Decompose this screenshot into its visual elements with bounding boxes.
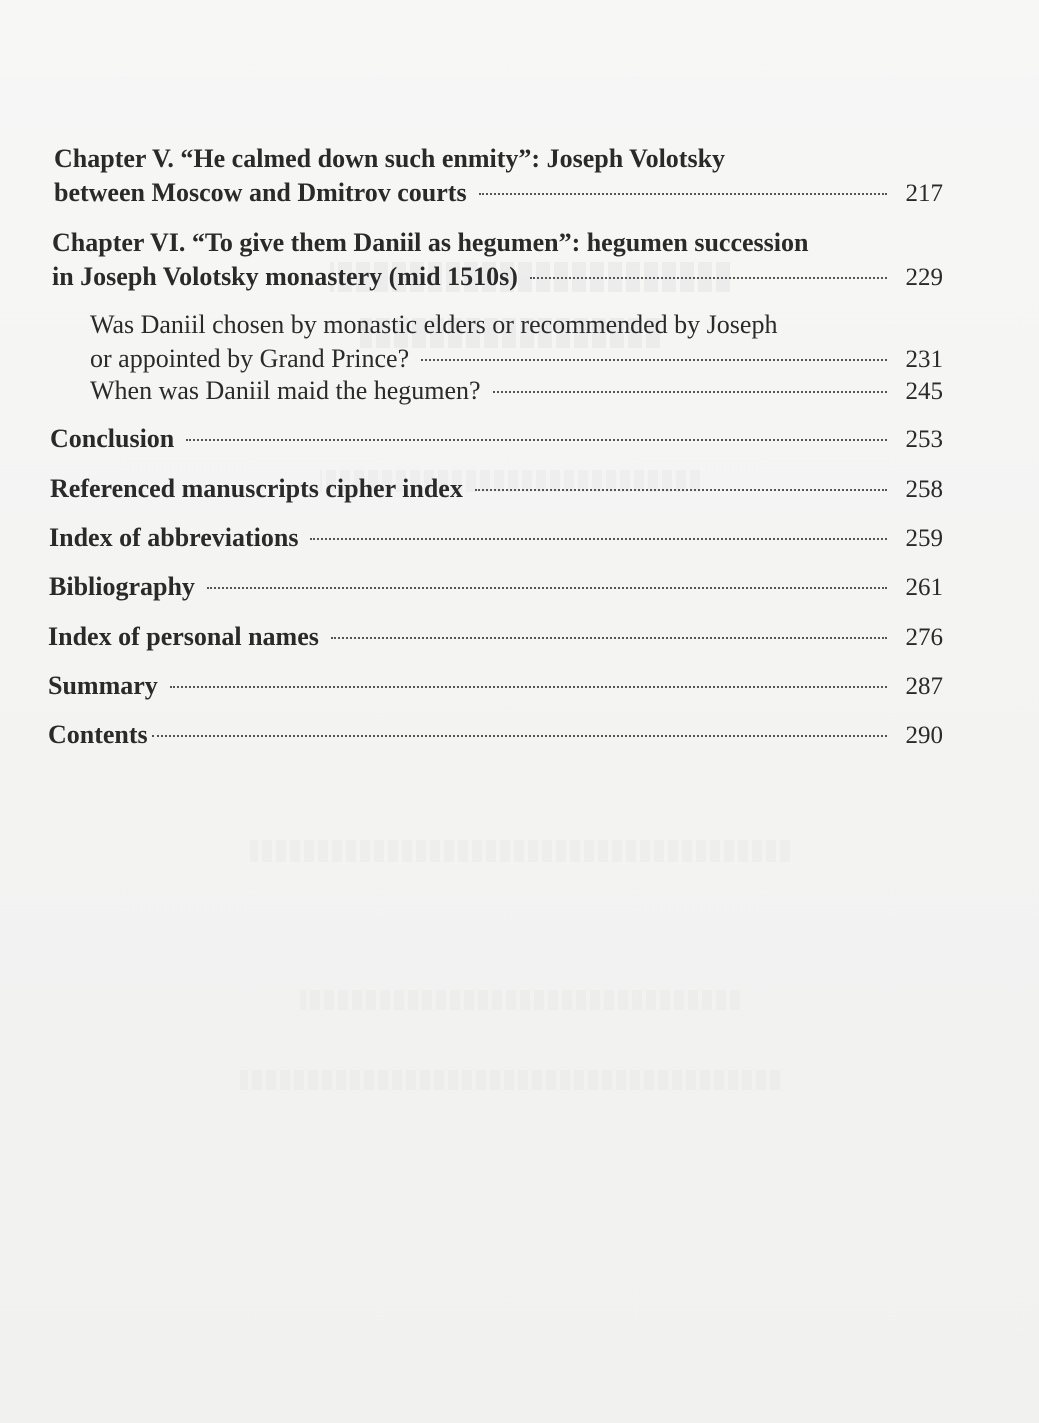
toc-entry-title: in Joseph Volotsky monastery (mid 1510s) — [52, 262, 518, 291]
page-number: 258 — [905, 476, 943, 503]
toc-entry-title: Was Daniil chosen by monastic elders or recommended by Joseph — [90, 310, 778, 339]
toc-entry-title: Referenced manuscripts cipher index — [50, 474, 463, 503]
leader-dots — [421, 359, 887, 361]
toc-entry-title: Chapter VI. “To give them Daniil as hegumen”: hegumen succession — [52, 228, 809, 257]
toc-entry-section-daniil-hegumen[interactable] — [48, 374, 943, 409]
bleed-through-text — [250, 840, 790, 862]
toc-entry-title: Contents — [48, 720, 148, 749]
leader-dots — [530, 277, 887, 279]
toc-entry-title: between Moscow and Dmitrov courts — [54, 178, 467, 207]
page-number: 253 — [905, 426, 943, 453]
toc-entry-bibliography[interactable] — [49, 570, 943, 605]
bleed-through-text — [300, 990, 740, 1010]
page-number: 245 — [905, 378, 943, 405]
toc-entry-chapter-6[interactable] — [52, 226, 943, 295]
toc-entry-summary[interactable] — [48, 669, 943, 704]
toc-entry-contents[interactable] — [48, 718, 943, 753]
page-number: 259 — [905, 525, 943, 552]
bleed-through-text — [240, 1070, 780, 1090]
leader-dots — [493, 391, 887, 393]
page-number: 287 — [905, 673, 943, 700]
toc-entry-section-daniil-chosen[interactable] — [48, 308, 943, 377]
page-number: 290 — [905, 722, 943, 749]
toc-entry-manuscripts-index[interactable] — [50, 472, 943, 507]
toc-entry-title: Summary — [48, 671, 158, 700]
page-number: 231 — [905, 346, 943, 373]
toc-entry-chapter-5[interactable] — [54, 142, 943, 211]
page-number: 229 — [905, 264, 943, 291]
page-number: 261 — [905, 574, 943, 601]
leader-dots — [479, 193, 887, 195]
toc-entry-personal-names-index[interactable] — [48, 620, 943, 655]
leader-dots — [475, 489, 887, 491]
leader-dots — [207, 587, 887, 589]
toc-entry-title: Index of personal names — [48, 622, 319, 651]
toc-entry-conclusion[interactable] — [50, 422, 943, 457]
page-number: 276 — [905, 624, 943, 651]
leader-dots — [170, 686, 887, 688]
toc-entry-title: Chapter V. “He calmed down such enmity”: Joseph Volotsky — [54, 144, 726, 173]
leader-dots — [186, 439, 887, 441]
toc-entry-title: or appointed by Grand Prince? — [90, 344, 410, 373]
leader-dots — [310, 538, 887, 540]
page-number: 217 — [905, 180, 943, 207]
toc-entry-title: Bibliography — [49, 572, 195, 601]
toc-entry-title: Conclusion — [50, 424, 175, 453]
leader-dots — [152, 735, 887, 737]
toc-entry-title: Index of abbreviations — [49, 523, 299, 552]
toc-entry-abbreviations-index[interactable] — [49, 521, 943, 556]
leader-dots — [331, 637, 887, 639]
toc-entry-title: When was Daniil maid the hegumen? — [90, 376, 481, 405]
